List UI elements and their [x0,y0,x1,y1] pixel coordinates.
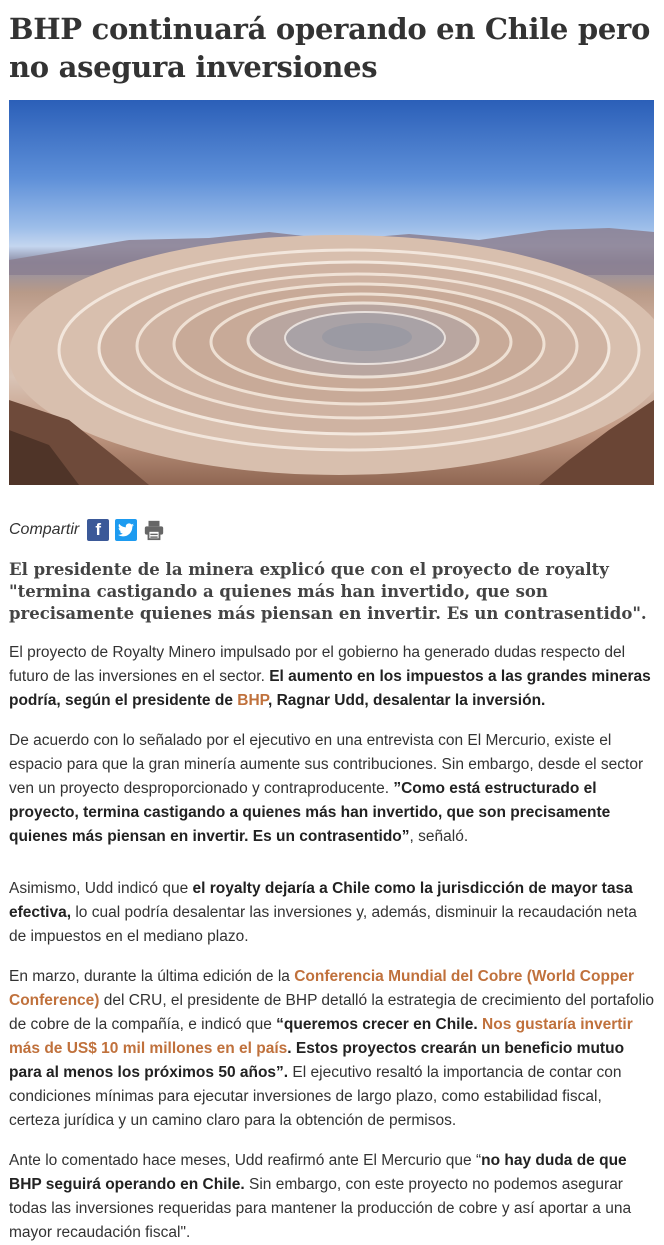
mine-illustration [9,100,654,485]
print-icon[interactable] [143,519,165,541]
hero-image-open-pit-mine [9,100,654,485]
bold-text: no hay duda de que BHP seguirá operando en Chile. [9,1152,627,1193]
share-label: Compartir [9,521,80,538]
share-bar [9,515,655,545]
bold-text: el royalty dejaría a Chile como la jurisdicción de mayor tasa efectiva, [9,880,633,921]
article-title: BHP continuará operando en Chile pero no asegura inversiones [9,12,651,84]
twitter-icon[interactable] [115,519,137,541]
text: del CRU, el presidente de BHP detalló la estrategia de crecimiento del portafolio de cobre de la compañía, e indicó que [9,992,655,1033]
paragraph-2 [9,729,655,849]
paragraph-5 [9,1149,655,1245]
text: lo cual podría desalentar las inversiones y, además, disminuir la recaudación neta de impuestos en el mediano plazo. [9,904,637,945]
facebook-icon[interactable]: f [87,519,109,541]
bold-text: , Ragnar Udd, desalentar la inversión. [267,692,546,709]
conference-link[interactable]: Conferencia Mundial del Cobre (World Copper Conference) [9,968,635,1009]
bold-quote: ”Como está estructurado el proyecto, termina castigando a quienes más han invertido, que son precisamente quienes más piensan en invertir. Es un contrasentido” [9,780,611,845]
text: Ante lo comentado hace meses, Udd reafirmó ante El Mercurio que “ [9,1152,482,1169]
bold-quote: . Estos proyectos crearán un beneficio mutuo para al menos los próximos 50 años”. [9,1040,625,1081]
text: , señaló. [409,828,469,845]
bhp-link[interactable]: BHP [237,692,268,709]
bold-text: El aumento en los impuestos a las grandes mineras podría, según el presidente de [9,668,651,709]
article-body [9,641,655,1245]
article-lead: El presidente de la minera explicó que con el proyecto de royalty "termina castigando a quienes más han invertido, que son precisamente quienes más piensan en invertir. Es un contrasentido". [9,560,647,623]
text: El ejecutivo resaltó la importancia de contar con condiciones mínimas para ejecutar inversiones de largo plazo, como estabilidad fiscal, certeza jurídica y un camino claro para la obtención de permisos. [9,1064,622,1129]
paragraph-3 [9,877,655,949]
text: De acuerdo con lo señalado por el ejecutivo en una entrevista con El Mercurio, existe el espacio para que la gran minería aumente sus contribuciones. Sin embargo, desde el sector ven un proyecto desproporcionado y contraproducente. [9,732,644,797]
bold-quote: “queremos crecer en Chile. [276,1016,483,1033]
text: En marzo, durante la última edición de la [9,968,295,985]
text: Asimismo, Udd indicó que [9,880,193,897]
paragraph-1 [9,641,655,713]
paragraph-4 [9,965,655,1133]
text: El proyecto de Royalty Minero impulsado por el gobierno ha generado dudas respecto del futuro de las inversiones en el sector. [9,644,626,685]
investment-link[interactable]: Nos gustaría invertir más de US$ 10 mil millones en el país [9,1016,633,1057]
text: Sin embargo, con este proyecto no podemos asegurar todas las inversiones requeridas para mantener la producción de cobre y así aportar a una mayor recaudación fiscal". [9,1176,632,1241]
